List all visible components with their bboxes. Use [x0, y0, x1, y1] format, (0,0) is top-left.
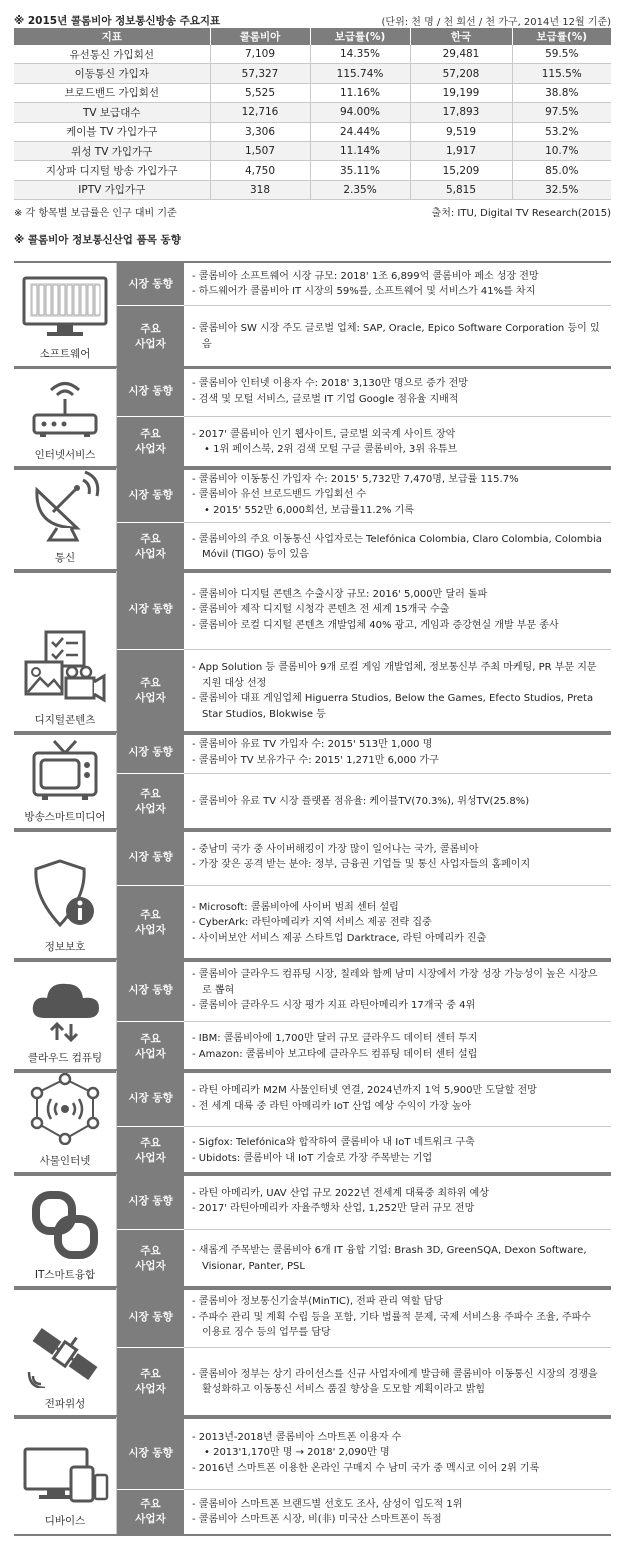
key-players-label: 주요 사업자: [117, 649, 184, 733]
row-content: [184, 468, 611, 522]
sector-name: 소프트웨어: [39, 348, 91, 360]
row-content: [184, 368, 611, 416]
row-content: [184, 774, 611, 830]
bullet-line: - 새롭게 주목받는 콜롬비아 6개 IT 융합 기업: Brash 3D, GreenSQA, Dexon Software, Visionar, Panter, PSL: [192, 1245, 587, 1272]
table-cell: 이동통신 가입자: [14, 64, 210, 83]
key-players-label: 주요 사업자: [117, 522, 184, 571]
row-content: [184, 1174, 611, 1229]
sector-icon-cell: [14, 1417, 117, 1534]
row-content: [184, 1022, 611, 1071]
market-trend-label: 시장 동향: [117, 1417, 184, 1489]
sector-icon-cell: [14, 1288, 117, 1417]
key-players-row: [117, 1126, 611, 1174]
key-players-row: [117, 1489, 611, 1534]
row-content: [184, 830, 611, 885]
bullet-line: - 전 세계 대륙 중 라틴 아메리카 IoT 산업 예상 수익이 가장 높아: [192, 1100, 472, 1112]
kpi-section: [14, 8, 611, 250]
kpi-table: [14, 28, 611, 200]
bullet-line: - App Solution 등 콜롬비아 9개 로컬 게임 개발업체, 정보통신부 주최 마케팅, PR 부문 지문 지원 대상 선정: [192, 662, 597, 689]
sector-block: [14, 466, 611, 573]
table-cell: 17,893: [410, 103, 512, 122]
table-row: [14, 122, 611, 141]
table-cell: TV 보급대수: [14, 103, 210, 122]
bullet-line: - 콜롬비아 클라우드 컴퓨팅 시장, 칠레와 함께 남미 시장에서 가장 성장 가능성이 높은 시장으로 뽑혀: [192, 969, 598, 996]
bullet-line: - 콜롬비아 유료 TV 시장 플랫폼 점유율: 케이블TV(70.3%), 위성TV(25.8%): [192, 796, 530, 808]
table-row: [14, 141, 611, 160]
sector-icon-cell: [14, 571, 117, 733]
sector-block: [14, 1172, 611, 1290]
table-cell: 97.5%: [512, 103, 611, 122]
key-players-label: 주요 사업자: [117, 1021, 184, 1071]
market-trend-label: 시장 동향: [117, 468, 184, 522]
satellite-icon: [27, 1320, 103, 1396]
kpi-note: ※ 각 항목별 보급률은 인구 대비 기준: [14, 207, 177, 219]
bullet-line: - 하드웨어가 콜롬비아 IT 시장의 59%를, 소프트웨어 및 서비스가 41%를 차지: [192, 286, 536, 298]
row-content: [184, 1230, 611, 1288]
sector-block: [14, 828, 611, 962]
kpi-header-cell: 지표: [14, 28, 210, 45]
sector-block: [14, 1286, 611, 1419]
sector-name: 디바이스: [44, 1515, 86, 1527]
bullet-line: - 사이버보안 서비스 제공 스타트업 Darktrace, 라틴 아메리카 진출: [192, 932, 487, 944]
sector-icon-cell: [14, 960, 117, 1071]
table-cell: 59.5%: [512, 45, 611, 64]
table-cell: 2.35%: [310, 180, 410, 199]
satellite-dish-icon: [27, 470, 103, 550]
bullet-line: - Amazon: 콜롬비아 보고타에 클라우드 컴퓨팅 데이터 센터 설립: [192, 1048, 478, 1060]
table-cell: 유선통신 가입회선: [14, 45, 210, 64]
table-cell: 115.5%: [512, 64, 611, 83]
table-cell: 5,815: [410, 180, 512, 199]
market-trend-row: [117, 468, 611, 522]
market-trend-row: [117, 1071, 611, 1126]
market-trend-label: 시장 동향: [117, 830, 184, 885]
devices-icon: [21, 1445, 109, 1513]
bullet-line: • 2013'1,170만 명 → 2018' 2,090만 명: [204, 1447, 390, 1459]
table-cell: 7,109: [210, 45, 310, 64]
sector-name: 인터넷서비스: [34, 449, 96, 461]
table-cell: 12,716: [210, 103, 310, 122]
market-trend-row: [117, 733, 611, 773]
table-cell: 318: [210, 180, 310, 199]
row-content: [184, 1490, 611, 1534]
table-cell: 53.2%: [512, 122, 611, 141]
sector-name: 방송스마트미디어: [24, 811, 106, 823]
bullet-line: - 콜롬비아 이동통신 가입자 수: 2015' 5,732만 7,470명, 보급률 115.7%: [192, 473, 519, 485]
kpi-footer: [14, 202, 611, 220]
bullet-line: - Sigfox: Telefónica와 합작하여 콜롬비아 내 IoT 네트워크 구축: [192, 1137, 475, 1149]
key-players-row: [117, 416, 611, 468]
sector-block: [14, 569, 611, 735]
kpi-header-cell: 콜롬비아: [210, 28, 310, 45]
table-cell: IPTV 가입가구: [14, 180, 210, 199]
row-content: [184, 571, 611, 649]
row-content: [184, 733, 611, 773]
bullet-line: - 가장 잦은 공격 받는 분야: 정부, 금융권 기업들 및 통신 사업자들의 홈페이지: [192, 859, 531, 871]
sector-block: [14, 958, 611, 1073]
key-players-row: [117, 305, 611, 367]
kpi-header: [14, 8, 611, 28]
bullet-line: - 콜롬비아 유료 TV 가입자 수: 2015' 513만 1,000 명: [192, 739, 433, 751]
market-trend-label: 시장 동향: [117, 368, 184, 416]
key-players-label: 주요 사업자: [117, 305, 184, 367]
sector-icon-cell: [14, 263, 117, 367]
row-content: [184, 650, 611, 733]
table-cell: 위성 TV 가입가구: [14, 141, 210, 160]
table-cell: 29,481: [410, 45, 512, 64]
table-cell: 5,525: [210, 83, 310, 102]
table-cell: 3,306: [210, 122, 310, 141]
kpi-header-cell: 보급률(%): [512, 28, 611, 45]
section-title: ※ 콜롬비아 정보통신산업 품목 동향: [14, 234, 181, 247]
key-players-row: [117, 649, 611, 733]
table-cell: 24.44%: [310, 122, 410, 141]
table-cell: 94.00%: [310, 103, 410, 122]
row-content: [184, 263, 611, 305]
sector-icon-cell: [14, 468, 117, 571]
bullet-line: - 콜롬비아 SW 시장 주도 글로벌 업체: SAP, Oracle, Epico Software Corporation 등이 있음: [192, 323, 600, 350]
router-icon: [30, 381, 100, 447]
table-cell: 15,209: [410, 161, 512, 180]
sector-name: 사물인터넷: [39, 1155, 91, 1167]
table-cell: 115.74%: [310, 64, 410, 83]
link-knot-icon: [32, 1191, 98, 1267]
key-players-label: 주요 사업자: [117, 1347, 184, 1417]
market-trend-label: 시장 동향: [117, 263, 184, 305]
table-cell: 38.8%: [512, 83, 611, 102]
sector-icon-cell: [14, 1174, 117, 1288]
bullet-line: - 중남미 국가 중 사이버해킹이 가장 많이 일어나는 국가, 콜롬비아: [192, 843, 479, 855]
kpi-unit: (단위: 천 명 / 천 회선 / 천 가구, 2014년 12월 기준): [381, 17, 611, 28]
market-trend-label: 시장 동향: [117, 1071, 184, 1126]
bullet-line: • 2015' 552만 6,000회선, 보급률11.2% 기록: [204, 504, 414, 516]
monitor-icon: [21, 276, 109, 346]
key-players-row: [117, 1229, 611, 1288]
sector-icon-cell: [14, 1071, 117, 1174]
market-trend-label: 시장 동향: [117, 571, 184, 649]
bullet-line: - 콜롬비아 로컬 디지털 콘텐츠 개발업체 40% 광고, 게임과 증강현실 개발 부문 종사: [192, 619, 559, 631]
bullet-line: - 2017' 라틴아메리카 자율주행차 산업, 1,252만 달러 규모 전망: [192, 1203, 475, 1215]
market-trend-row: [117, 830, 611, 885]
kpi-header-cell: 한국: [410, 28, 512, 45]
media-content-icon: [22, 630, 108, 712]
cloud-icon: [27, 978, 103, 1050]
bullet-line: - 콜롬비아 대표 게임업체 Higuerra Studios, Below the Games, Efecto Studios, Preta Star Studios, Blokwise 등: [192, 693, 594, 720]
table-cell: 19,199: [410, 83, 512, 102]
sector-name: 통신: [54, 552, 76, 564]
row-content: [184, 1417, 611, 1489]
bullet-line: • 1위 페이스북, 2위 검색 모털 구글 콜롬비아, 3위 유튜브: [204, 444, 458, 456]
market-trend-label: 시장 동향: [117, 960, 184, 1021]
market-trend-row: [117, 368, 611, 416]
table-row: [14, 83, 611, 102]
table-cell: 1,507: [210, 141, 310, 160]
row-content: [184, 960, 611, 1021]
key-players-row: [117, 1021, 611, 1071]
market-trend-row: [117, 960, 611, 1021]
sector-icon-cell: [14, 368, 117, 468]
key-players-row: [117, 522, 611, 571]
key-players-label: 주요 사업자: [117, 773, 184, 830]
bullet-line: - 2016년 스마트폰 이용한 온라인 구매지 수 남미 국가 중 멕시코 이어 2위 기록: [192, 1462, 540, 1474]
table-cell: 35.11%: [310, 161, 410, 180]
row-content: [184, 1071, 611, 1126]
market-trend-label: 시장 동향: [117, 1174, 184, 1229]
bullet-line: - Microsoft: 콜롬비아에 사이버 범죄 센터 설립: [192, 901, 399, 913]
sector-block: [14, 366, 611, 470]
bullet-line: - 콜롬비아 정보통신기술부(MinTIC), 전파 관리 역할 담당: [192, 1296, 443, 1308]
kpi-header-cell: 보급률(%): [310, 28, 410, 45]
key-players-label: 주요 사업자: [117, 1126, 184, 1174]
bullet-line: - Ubidots: 콜롬비아 내 IoT 기술로 가장 주목받는 기업: [192, 1152, 433, 1164]
bullet-line: - 콜롬비아 스마트폰 브랜드별 선호도 조사, 삼성이 입도적 1위: [192, 1498, 463, 1510]
table-cell: 32.5%: [512, 180, 611, 199]
bullet-line: - 2013년-2018년 콜롬비아 스마트폰 이용자 수: [192, 1431, 402, 1443]
row-content: [184, 886, 611, 960]
row-content: [184, 1348, 611, 1417]
bullet-line: - CyberArk: 라틴아메리카 지역 서비스 제공 전략 집중: [192, 917, 432, 929]
market-trend-row: [117, 1174, 611, 1229]
key-players-label: 주요 사업자: [117, 416, 184, 468]
market-trend-row: [117, 571, 611, 649]
row-content: [184, 523, 611, 571]
sector-name: IT스마트융합: [34, 1269, 96, 1281]
sector-name: 클라우드 컴퓨팅: [27, 1052, 103, 1064]
sector-block: [14, 261, 611, 369]
key-players-row: [117, 773, 611, 830]
key-players-row: [117, 1347, 611, 1417]
market-trend-label: 시장 동향: [117, 1288, 184, 1347]
bullet-line: - IBM: 콜롬비아에 1,700만 달러 규모 클라우드 데이터 센터 투지: [192, 1033, 478, 1045]
table-cell: 11.16%: [310, 83, 410, 102]
row-content: [184, 417, 611, 468]
bullet-line: - 주파수 관리 및 계획 수립 등을 포함, 기타 법률적 문제, 국제 서비스용 주파수 조율, 주파수 이용료 징수 등의 업무를 담당: [192, 1311, 591, 1339]
bullet-line: - 콜롬비아 정부는 상기 라이선스를 신규 사업자에게 발급해 콜롬비아 이동통신 시장의 경쟁을 활성화하고 이동통신 서비스 품질 향상을 도모할 계획이라고 밝힘: [192, 1368, 598, 1396]
bullet-line: - 콜롬비아 TV 보유가구 수: 2015' 1,271만 6,000 가구: [192, 754, 439, 766]
bullet-line: - 검색 및 모털 서비스, 글로벌 IT 기업 Google 점유율 지배적: [192, 393, 459, 405]
table-cell: 14.35%: [310, 45, 410, 64]
row-content: [184, 1288, 611, 1347]
sector-name: 디지털콘텐츠: [34, 714, 96, 726]
table-cell: 지상파 디지털 방송 가입가구: [14, 161, 210, 180]
sector-block: [14, 731, 611, 832]
table-row: [14, 180, 611, 199]
table-cell: 85.0%: [512, 161, 611, 180]
key-players-row: [117, 885, 611, 960]
market-trend-row: [117, 1417, 611, 1489]
bullet-line: - 콜롬비아 유선 브로드밴드 가입회선 수: [192, 489, 367, 501]
bullet-line: - 콜롬비아 클라우드 시장 평가 지표 라틴아메리카 17개국 중 4위: [192, 1000, 476, 1012]
row-content: [184, 306, 611, 367]
kpi-source: 출처: ITU, Digital TV Research(2015): [431, 207, 611, 219]
table-row: [14, 161, 611, 180]
sector-name: 전파위성: [44, 1398, 86, 1410]
bullet-line: - 라틴 아메리카, UAV 산업 규모 2022년 전세계 대륙중 최하위 예상: [192, 1187, 489, 1199]
table-cell: 57,327: [210, 64, 310, 83]
kpi-title: ※ 2015년 콜롬비아 정보통신방송 주요지표: [14, 15, 221, 27]
sector-icon-cell: [14, 733, 117, 830]
bullet-line: - 콜롬비아 인터넷 이용자 수: 2018' 3,130만 명으로 증가 전망: [192, 378, 468, 390]
key-players-label: 주요 사업자: [117, 1489, 184, 1534]
table-row: [14, 45, 611, 64]
table-cell: 브로드밴드 가입회선: [14, 83, 210, 102]
tv-icon: [32, 739, 98, 809]
bullet-line: - 콜롬비아 스마트폰 시장, 비(非) 미국산 스마트폰이 독점: [192, 1514, 442, 1526]
sector-block: [14, 1069, 611, 1176]
table-cell: 57,208: [410, 64, 512, 83]
bullet-line: - 2017' 콜롬비아 인기 웹사이트, 글로벌 외국계 사이트 장악: [192, 428, 456, 440]
table-row: [14, 64, 611, 83]
sector-name: 정보보호: [44, 941, 86, 953]
bullet-line: - 콜롬비아 소프트웨어 시장 규모: 2018' 1조 6,899억 콜롬비아 페소 성장 전망: [192, 270, 539, 282]
table-cell: 11.14%: [310, 141, 410, 160]
table-cell: 10.7%: [512, 141, 611, 160]
bullet-line: - 라틴 아메리카 M2M 사물인터넷 연결, 2024년까지 1억 5,900만 도달할 전망: [192, 1085, 537, 1097]
shield-info-icon: [32, 857, 98, 939]
table-cell: 9,519: [410, 122, 512, 141]
market-trend-row: [117, 1288, 611, 1347]
market-trend-label: 시장 동향: [117, 733, 184, 773]
bullet-line: - 콜롬비아 디지털 콘텐츠 수출시장 규모: 2016' 5,000만 달러 돌파: [192, 588, 488, 600]
row-content: [184, 1127, 611, 1174]
table-cell: 4,750: [210, 161, 310, 180]
iot-network-icon: [27, 1073, 103, 1153]
bullet-line: - 콜롬비아 제작 디지털 시청각 콘텐츠 전 세계 15개국 수출: [192, 604, 450, 615]
table-row: [14, 103, 611, 122]
table-cell: 케이블 TV 가입가구: [14, 122, 210, 141]
market-trend-row: [117, 263, 611, 305]
sector-block: [14, 1415, 611, 1536]
table-cell: 1,917: [410, 141, 512, 160]
key-players-label: 주요 사업자: [117, 1229, 184, 1288]
key-players-label: 주요 사업자: [117, 885, 184, 960]
bullet-line: - 콜롬비아의 주요 이동통신 사업자로는 Telefónica Colombia, Claro Colombia, Colombia Móvil (TIGO) 등이 있음: [192, 533, 602, 561]
sector-icon-cell: [14, 830, 117, 960]
